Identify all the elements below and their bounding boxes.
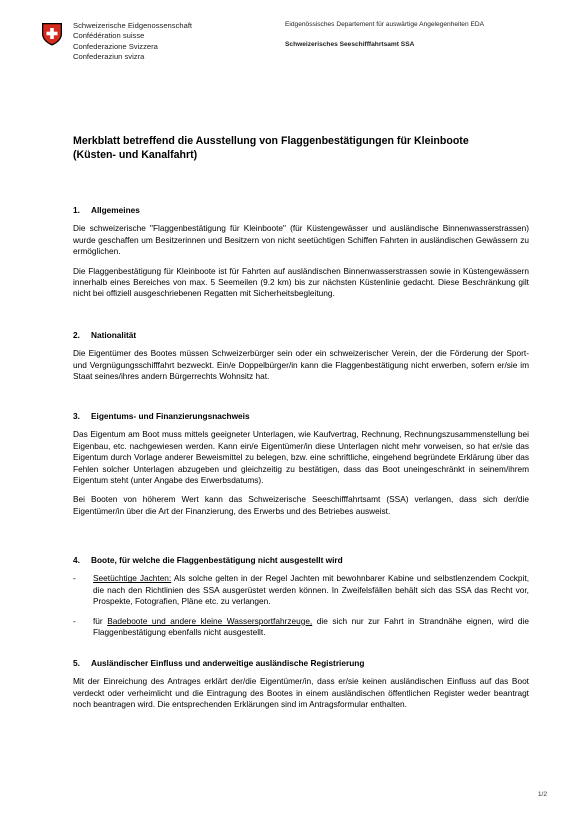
section-title: Nationalität xyxy=(91,330,137,340)
section-title: Eigentums- und Finanzierungsnachweis xyxy=(91,411,250,421)
section-excluded-boats xyxy=(73,555,529,646)
list-item-text: die sich nur zur Fahrt in Strandnähe eignen, wird die Flaggenbestätigung ebenfalls nicht ausgestellt. xyxy=(93,615,529,638)
admin-name-de: Schweizerische Eidgenossenschaft xyxy=(73,21,193,30)
section-nationality xyxy=(73,330,529,391)
section-heading xyxy=(73,330,529,341)
office-name: Schweizerisches Seeschifffahrtsamt SSA xyxy=(285,41,415,48)
department-name: Eidgenössisches Departement für auswärtige Angelegenheiten EDA xyxy=(285,21,485,28)
paragraph: Das Eigentum am Boot muss mittels geeigneter Unterlagen, wie Kaufvertrag, Rechnung, Rechnungszusammenstellung bei Eigenbau, etc. nachgewiesen werden. Kann ein/e Eigentümer/in diese Unterlagen nicht mehr vorweisen, so hat er/sie das Eigentum durch Vorlage anderer Beweismittel zu belegen, bzw. eine schriftliche, eingehend begründete Erklärung über das Fehlen solcher Unterlagen abzugeben und gleichzeitig zu bestätigen, dass das Boot uneingeschränkt in seinem/ihrem Eigentum steht (unter Angabe des Erwerbsdatums). xyxy=(73,429,529,486)
section-title: Ausländischer Einfluss und anderweitige ausländische Registrierung xyxy=(91,658,365,668)
section-number: 1. xyxy=(73,205,80,215)
swiss-coat-of-arms-icon xyxy=(41,22,63,46)
section-heading xyxy=(73,555,529,566)
list-item-prefix: für xyxy=(93,615,108,626)
list-item xyxy=(73,573,529,607)
list-item-term: Seetüchtige Jachten: xyxy=(93,573,172,584)
admin-name-rm: Confederaziun svizra xyxy=(73,52,145,62)
paragraph: Die Eigentümer des Bootes müssen Schweizerbürger sein oder ein schweizerischer Verein, der die Förderung der Sport- und Vergnügungsschifffahrt bezweckt. Ein/e Doppelbürger/in kann die Flaggenbestätigung nicht erwerben, sofern er/sie im Staat seines/ihres andern Bürgerrechts Wohnsitz hat. xyxy=(73,348,529,382)
section-title: Boote, für welche die Flaggenbestätigung nicht ausgestellt wird xyxy=(91,555,343,565)
paragraph: Bei Booten von höherem Wert kann das Schweizerische Seeschifffahrtsamt (SSA) verlangen, dass sich der/die Eigentümer/in über die Art der Finanzierung, des Erwerbs und des Betriebes ausweist. xyxy=(73,494,529,516)
section-heading xyxy=(73,205,529,216)
paragraph: Die Flaggenbestätigung für Kleinboote ist für Fahrten auf ausländischen Binnenwasserstrassen sowie in Küstengewässern innerhalb eines Bereiches von max. 5 Seemeilen (9.2 km) bis zur nächsten Küstenlinie gedacht. Diese Beschränkung gilt nicht bei offiziell ausgeschriebenen Regatten mit Sicherheitsbegleitung. xyxy=(73,265,529,299)
section-ownership-proof xyxy=(73,411,529,525)
section-title: Allgemeines xyxy=(91,205,140,215)
paragraph: Die schweizerische "Flaggenbestätigung für Kleinboote" (für Küstengewässer und ausländische Binnenwasserstrassen) wurde geschaffen um Besitzerinnen und Besitzern von nicht seetüchtigen Schiffen Fahrten in ausländischen Gewässern zu ermöglichen. xyxy=(73,223,529,257)
section-heading xyxy=(73,411,529,422)
list-dash: - xyxy=(73,615,76,626)
list-item xyxy=(73,616,529,639)
section-number: 5. xyxy=(73,658,80,668)
section-number: 2. xyxy=(73,330,80,340)
document-title xyxy=(73,134,513,162)
list-dash: - xyxy=(73,573,76,584)
section-heading xyxy=(73,658,529,669)
federal-administration-names xyxy=(73,21,192,63)
list-item-text: Als solche gelten in der Regel Jachten mit bewohnbarer Kabine und selbstlenzendem Cockpit, die nach den Richtlinien des SSA ausgerüstet werden können. In Zweifelsfällen behält sich das SSA das Recht vor, Prospekte, Fotografien, Pläne etc. zu verlangen. xyxy=(93,573,529,607)
section-number: 3. xyxy=(73,411,80,421)
paragraph: Mit der Einreichung des Antrages erklärt der/die Eigentümer/in, dass er/sie keinen ausländischen Einfluss auf das Boot verdeckt oder verheimlicht und die Eintragung des Bootes in einem ausländischen öffentlichen Register weder beantragt noch beantragen wird. Die entsprechenden Erklärungen sind im Antragsformular enthalten. xyxy=(73,676,529,710)
section-general xyxy=(73,205,529,308)
section-number: 4. xyxy=(73,555,80,565)
document-title-line-2: (Küsten- und Kanalfahrt) xyxy=(73,149,198,161)
list-item-term: Badeboote und andere kleine Wassersportfahrzeuge, xyxy=(107,615,313,626)
section-foreign-influence xyxy=(73,658,529,719)
page-number: 1/2 xyxy=(537,791,547,798)
admin-name-fr: Confédération suisse xyxy=(73,31,145,41)
document-title-line-1: Merkblatt betreffend die Ausstellung von Flaggenbestätigungen für Kleinboote xyxy=(73,135,469,147)
admin-name-it: Confederazione Svizzera xyxy=(73,41,158,51)
